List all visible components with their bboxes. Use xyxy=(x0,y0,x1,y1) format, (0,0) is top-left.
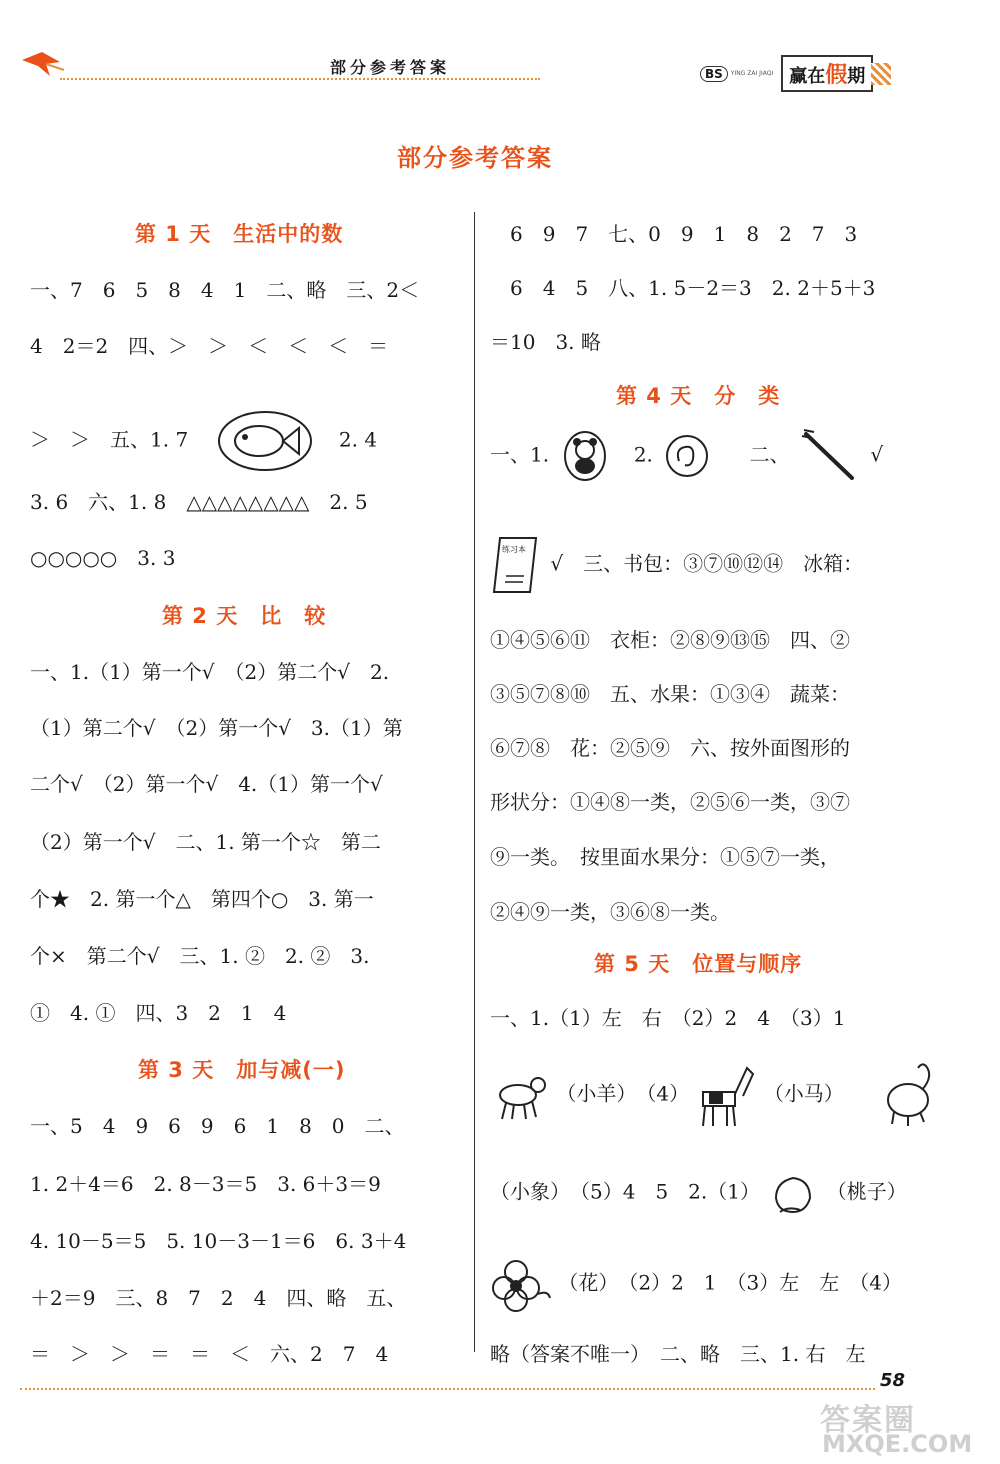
horse-icon xyxy=(695,1062,757,1128)
day1-title: 第 1 天 生活中的数 xyxy=(135,222,344,246)
answer-line: （小羊） （4） （小马） xyxy=(490,1062,938,1128)
answer-line: 1. 2＋4＝6 2. 8－3＝5 3. 6＋3＝9 xyxy=(30,1172,381,1196)
brand-abbr: BS xyxy=(700,66,728,82)
answer-line: 二个√ （2）第一个√ 4.（1）第一个√ xyxy=(30,772,383,796)
svg-text:练习本: 练习本 xyxy=(502,545,526,554)
elephant-icon xyxy=(878,1062,938,1128)
answer-line: 一、5 4 9 6 9 6 1 8 0 二、 xyxy=(30,1114,405,1138)
answer-line: 个× 第二个√ 三、1. ② 2. ② 3. xyxy=(30,944,370,968)
answer-line: 6 4 5 八、1. 5－2＝3 2. 2＋5＋3 xyxy=(510,276,876,300)
watermark-url: MXQE.COM xyxy=(822,1430,973,1458)
answer-line: 个★ 2. 第一个△ 第四个○ 3. 第一 xyxy=(30,887,374,911)
brand-name: 赢在假期 xyxy=(781,55,873,92)
bird-logo-icon xyxy=(20,48,65,80)
answer-line: ③⑤⑦⑧⑩ 五、水果：①③④ 蔬菜： xyxy=(490,682,850,706)
running-title: 部分参考答案 xyxy=(330,58,451,77)
footer-divider xyxy=(20,1388,875,1390)
fish-circle-icon xyxy=(215,408,315,474)
flower-icon xyxy=(490,1254,552,1314)
watermark: 答案圈 xyxy=(820,1403,916,1438)
answer-line: ①④⑤⑥⑪ 衣柜：②⑧⑨⑬⑮ 四、② xyxy=(490,628,850,652)
answer-line: ＝10 3. 略 xyxy=(490,330,601,354)
round-fruit-icon xyxy=(665,433,709,479)
answer-line: ① 4. ① 四、3 2 1 4 xyxy=(30,1001,287,1025)
answer-line: 4. 10－5＝5 5. 10－3－1＝6 6. 3＋4 xyxy=(30,1229,407,1253)
answer-line: 练习本 √ 三、书包：③⑦⑩⑫⑭ 冰箱： xyxy=(490,536,863,594)
column-divider xyxy=(474,212,475,1352)
answer-line: ⑥⑦⑧ 花：②⑤⑨ 六、按外面图形的 xyxy=(490,736,850,760)
answer-line: （小象） （5）4 5 2.（1） （桃子） xyxy=(490,1170,907,1216)
answer-line: ②④⑨一类，③⑥⑧一类。 xyxy=(490,900,730,924)
answer-line: 3. 6 六、1. 8 △△△△△△△△ 2. 5 xyxy=(30,490,368,514)
answer-line: 略（答案不唯一） 二、略 三、1. 右 左 xyxy=(490,1342,866,1366)
day2-title: 第 2 天 比 较 xyxy=(162,604,327,628)
answer-line: （花） （2）2 1 （3）左 左 （4） xyxy=(490,1254,902,1314)
brand-stripes xyxy=(871,63,891,85)
answer-line: ⑨一类。 按里面水果分：①⑤⑦一类， xyxy=(490,845,840,869)
answer-line: 形状分：①④⑧一类，②⑤⑥一类，③⑦ xyxy=(490,790,850,814)
page-number: 58 xyxy=(880,1370,906,1391)
answer-line: 一、1.（1）左 右 （2）2 4 （3）1 xyxy=(490,1006,846,1030)
day3-title: 第 3 天 加与减(一) xyxy=(138,1058,346,1082)
day5-title: 第 5 天 位置与顺序 xyxy=(594,952,803,976)
answer-line: 一、1. 2. 二、 √ xyxy=(490,428,883,484)
lamb-icon xyxy=(490,1067,550,1123)
day4-title: 第 4 天 分 类 xyxy=(616,384,781,408)
answer-line: 一、1.（1）第一个√ （2）第二个√ 2. xyxy=(30,660,390,684)
answer-line: 一、7 6 5 8 4 1 二、略 三、2＜ xyxy=(30,278,420,302)
answer-line: 6 9 7 七、0 9 1 8 2 7 3 xyxy=(510,222,858,246)
brand-logo xyxy=(700,55,891,92)
answer-line: 4 2＝2 四、＞ ＞ ＜ ＜ ＜ ＝ xyxy=(30,334,389,358)
answer-line: ○○○○○ 3. 3 xyxy=(30,546,176,570)
header-divider xyxy=(60,78,540,80)
exercise-book-icon xyxy=(490,536,540,594)
answer-line: ＋2＝9 三、8 7 2 4 四、略 五、 xyxy=(30,1286,407,1310)
brand-sub: YING ZAI JIAQI xyxy=(730,70,774,77)
answer-line: （1）第二个√ （2）第一个√ 3.（1）第 xyxy=(30,716,403,740)
answer-line: ＝ ＞ ＞ ＝ ＝ ＜ 六、2 7 4 xyxy=(30,1342,389,1366)
answer-line: ＞ ＞ 五、1. 7 2. 4 xyxy=(30,408,377,474)
toothbrush-icon xyxy=(800,428,860,484)
page-title: 部分参考答案 xyxy=(397,144,553,172)
peach-icon xyxy=(770,1170,816,1216)
answer-line: （2）第一个√ 二、1. 第一个☆ 第二 xyxy=(30,830,381,854)
panda-icon xyxy=(563,430,607,482)
